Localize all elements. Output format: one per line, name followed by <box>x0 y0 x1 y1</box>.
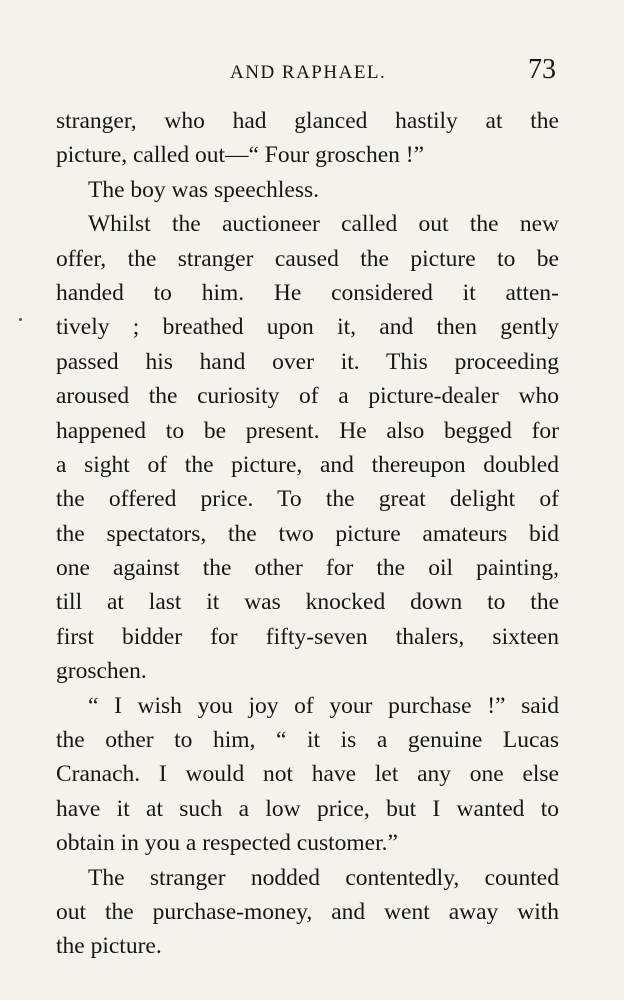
text-line: The boy was speechless. <box>88 176 320 203</box>
page-header <box>0 52 624 92</box>
text-line: picture, called out—“ Four groschen !” <box>56 142 425 169</box>
page-number: 73 <box>528 54 556 85</box>
ink-speck <box>19 318 22 321</box>
text-line: first bidder for fifty-seven thalers, sixteen <box>56 623 559 650</box>
text-line: groschen. <box>56 658 147 685</box>
text-line: the spectators, the two picture amateurs bid <box>56 520 559 547</box>
text-line: handed to him. He considered it atten- <box>56 279 559 306</box>
text-line: The stranger nodded contentedly, counted <box>88 864 559 891</box>
text-line: “ I wish you joy of your purchase !” said <box>88 692 559 719</box>
text-line: one against the other for the oil painting, <box>56 555 559 582</box>
body-text <box>56 104 559 964</box>
running-head: AND RAPHAEL. <box>230 62 387 83</box>
text-line: the offered price. To the great delight of <box>56 486 559 513</box>
text-line: passed his hand over it. This proceeding <box>56 348 559 375</box>
text-line: offer, the stranger caused the picture to be <box>56 245 559 272</box>
text-line: stranger, who had glanced hastily at the <box>56 108 559 134</box>
text-line: happened to be present. He also begged for <box>56 417 559 444</box>
text-line: Whilst the auctioneer called out the new <box>88 211 559 238</box>
text-line: out the purchase-money, and went away with <box>56 898 559 925</box>
text-line: obtain in you a respected customer.” <box>56 830 398 857</box>
text-line: the other to him, “ it is a genuine Lucas <box>56 727 559 754</box>
text-line: have it at such a low price, but I wanted to <box>56 795 559 822</box>
text-line: Cranach. I would not have let any one else <box>56 761 559 788</box>
text-line: a sight of the picture, and thereupon doubled <box>56 451 559 478</box>
text-line: the picture. <box>56 933 162 960</box>
text-line: till at last it was knocked down to the <box>56 589 559 616</box>
text-line: aroused the curiosity of a picture-dealer who <box>56 383 559 410</box>
text-line: tively ; breathed upon it, and then gently <box>56 314 559 341</box>
